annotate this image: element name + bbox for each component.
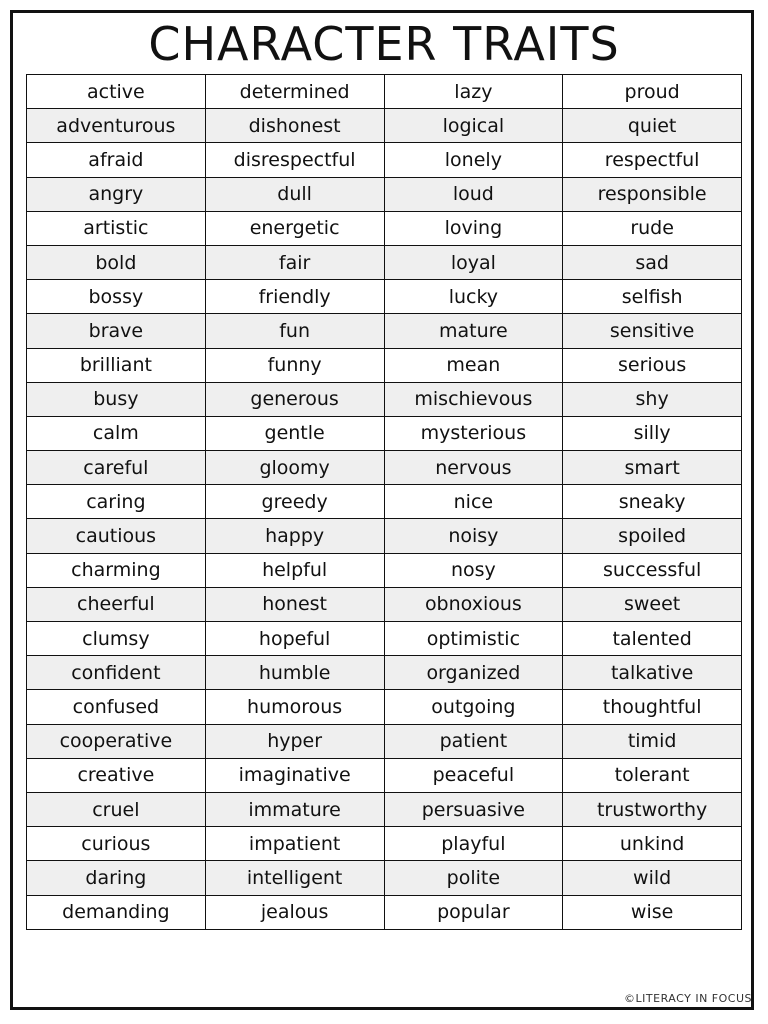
trait-cell: helpful xyxy=(205,553,384,587)
trait-cell: humble xyxy=(205,656,384,690)
trait-cell: responsible xyxy=(563,177,742,211)
trait-cell: artistic xyxy=(27,211,206,245)
trait-cell: lucky xyxy=(384,280,563,314)
traits-table xyxy=(26,74,742,930)
trait-cell: funny xyxy=(205,348,384,382)
trait-cell: noisy xyxy=(384,519,563,553)
trait-cell: adventurous xyxy=(27,109,206,143)
trait-cell: friendly xyxy=(205,280,384,314)
trait-cell: busy xyxy=(27,382,206,416)
table-row xyxy=(27,485,742,519)
table-row xyxy=(27,656,742,690)
trait-cell: serious xyxy=(563,348,742,382)
table-row xyxy=(27,861,742,895)
trait-cell: timid xyxy=(563,724,742,758)
trait-cell: honest xyxy=(205,587,384,621)
trait-cell: daring xyxy=(27,861,206,895)
trait-cell: polite xyxy=(384,861,563,895)
table-row xyxy=(27,75,742,109)
trait-cell: dishonest xyxy=(205,109,384,143)
trait-cell: creative xyxy=(27,758,206,792)
trait-cell: intelligent xyxy=(205,861,384,895)
trait-cell: careful xyxy=(27,451,206,485)
table-row xyxy=(27,792,742,826)
trait-cell: hopeful xyxy=(205,622,384,656)
table-row xyxy=(27,758,742,792)
trait-cell: fair xyxy=(205,245,384,279)
trait-cell: lazy xyxy=(384,75,563,109)
trait-cell: loving xyxy=(384,211,563,245)
table-row xyxy=(27,690,742,724)
trait-cell: cruel xyxy=(27,792,206,826)
credit-text: ©LITERACY IN FOCUS xyxy=(624,992,752,1005)
trait-cell: silly xyxy=(563,416,742,450)
table-row xyxy=(27,245,742,279)
trait-cell: talkative xyxy=(563,656,742,690)
trait-cell: mean xyxy=(384,348,563,382)
trait-cell: nervous xyxy=(384,451,563,485)
page-title: CHARACTER TRAITS xyxy=(148,17,620,71)
trait-cell: nice xyxy=(384,485,563,519)
traits-table-body xyxy=(27,75,742,930)
trait-cell: spoiled xyxy=(563,519,742,553)
table-row xyxy=(27,827,742,861)
trait-cell: confident xyxy=(27,656,206,690)
trait-cell: popular xyxy=(384,895,563,929)
trait-cell: proud xyxy=(563,75,742,109)
trait-cell: nosy xyxy=(384,553,563,587)
trait-cell: hyper xyxy=(205,724,384,758)
trait-cell: sensitive xyxy=(563,314,742,348)
trait-cell: cheerful xyxy=(27,587,206,621)
trait-cell: confused xyxy=(27,690,206,724)
trait-cell: determined xyxy=(205,75,384,109)
table-row xyxy=(27,451,742,485)
table-row xyxy=(27,382,742,416)
trait-cell: calm xyxy=(27,416,206,450)
trait-cell: gloomy xyxy=(205,451,384,485)
trait-cell: logical xyxy=(384,109,563,143)
trait-cell: mischievous xyxy=(384,382,563,416)
table-row xyxy=(27,177,742,211)
trait-cell: afraid xyxy=(27,143,206,177)
trait-cell: talented xyxy=(563,622,742,656)
trait-cell: loud xyxy=(384,177,563,211)
trait-cell: playful xyxy=(384,827,563,861)
trait-cell: respectful xyxy=(563,143,742,177)
table-row xyxy=(27,519,742,553)
trait-cell: brilliant xyxy=(27,348,206,382)
trait-cell: angry xyxy=(27,177,206,211)
trait-cell: smart xyxy=(563,451,742,485)
trait-cell: tolerant xyxy=(563,758,742,792)
trait-cell: quiet xyxy=(563,109,742,143)
trait-cell: sneaky xyxy=(563,485,742,519)
trait-cell: obnoxious xyxy=(384,587,563,621)
table-row xyxy=(27,314,742,348)
trait-cell: generous xyxy=(205,382,384,416)
trait-cell: selfish xyxy=(563,280,742,314)
trait-cell: lonely xyxy=(384,143,563,177)
trait-cell: impatient xyxy=(205,827,384,861)
table-row xyxy=(27,348,742,382)
trait-cell: rude xyxy=(563,211,742,245)
trait-cell: peaceful xyxy=(384,758,563,792)
trait-cell: cautious xyxy=(27,519,206,553)
trait-cell: brave xyxy=(27,314,206,348)
table-row xyxy=(27,895,742,929)
trait-cell: active xyxy=(27,75,206,109)
trait-cell: bold xyxy=(27,245,206,279)
trait-cell: curious xyxy=(27,827,206,861)
trait-cell: disrespectful xyxy=(205,143,384,177)
table-row xyxy=(27,211,742,245)
trait-cell: sweet xyxy=(563,587,742,621)
table-row xyxy=(27,416,742,450)
trait-cell: cooperative xyxy=(27,724,206,758)
trait-cell: caring xyxy=(27,485,206,519)
trait-cell: organized xyxy=(384,656,563,690)
trait-cell: successful xyxy=(563,553,742,587)
trait-cell: mature xyxy=(384,314,563,348)
trait-cell: humorous xyxy=(205,690,384,724)
trait-cell: wise xyxy=(563,895,742,929)
trait-cell: shy xyxy=(563,382,742,416)
trait-cell: patient xyxy=(384,724,563,758)
trait-cell: bossy xyxy=(27,280,206,314)
trait-cell: thoughtful xyxy=(563,690,742,724)
table-row xyxy=(27,553,742,587)
trait-cell: mysterious xyxy=(384,416,563,450)
trait-cell: wild xyxy=(563,861,742,895)
trait-cell: imaginative xyxy=(205,758,384,792)
trait-cell: clumsy xyxy=(27,622,206,656)
trait-cell: happy xyxy=(205,519,384,553)
trait-cell: jealous xyxy=(205,895,384,929)
trait-cell: demanding xyxy=(27,895,206,929)
trait-cell: immature xyxy=(205,792,384,826)
trait-cell: loyal xyxy=(384,245,563,279)
trait-cell: fun xyxy=(205,314,384,348)
trait-cell: trustworthy xyxy=(563,792,742,826)
trait-cell: optimistic xyxy=(384,622,563,656)
trait-cell: outgoing xyxy=(384,690,563,724)
trait-cell: sad xyxy=(563,245,742,279)
trait-cell: unkind xyxy=(563,827,742,861)
trait-cell: persuasive xyxy=(384,792,563,826)
table-row xyxy=(27,587,742,621)
table-row xyxy=(27,143,742,177)
trait-cell: gentle xyxy=(205,416,384,450)
table-row xyxy=(27,280,742,314)
trait-cell: dull xyxy=(205,177,384,211)
table-row xyxy=(27,724,742,758)
trait-cell: greedy xyxy=(205,485,384,519)
table-row xyxy=(27,109,742,143)
trait-cell: energetic xyxy=(205,211,384,245)
trait-cell: charming xyxy=(27,553,206,587)
table-row xyxy=(27,622,742,656)
